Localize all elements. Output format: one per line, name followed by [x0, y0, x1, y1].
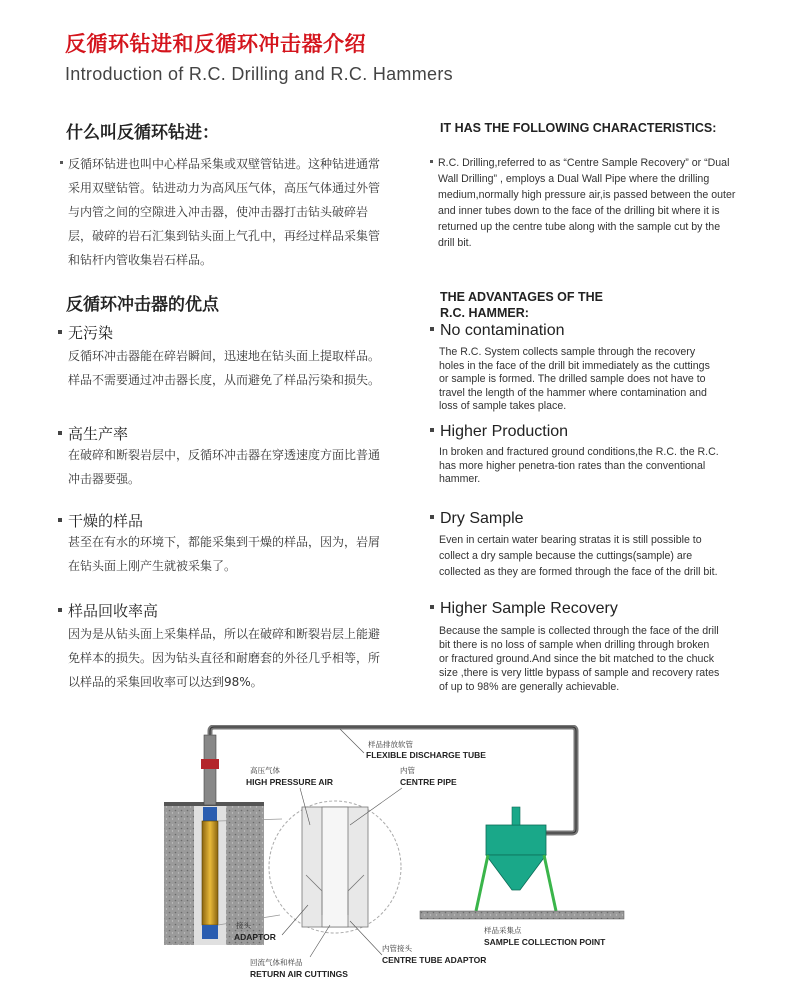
label-centre-adaptor-cn: 内管接头 — [382, 944, 412, 953]
text-line: 样品不需要通过冲击器长度，从而避免了样品污染和损失。 — [68, 373, 381, 387]
advantage-title-en — [430, 322, 565, 340]
text-line: 免样本的损失。因为钻头直径和耐磨套的外径几乎相等，所 — [68, 651, 381, 665]
text-line: collect a dry sample because the cuttings(sample) are — [439, 550, 693, 562]
leader-line — [340, 729, 364, 753]
heading-line: R.C. HAMMER: — [440, 306, 529, 320]
text: 高生产率 — [68, 425, 129, 443]
text-line: 采用双壁钻管。钻进动力为高风压气体，高压气体通过外管 — [68, 181, 381, 195]
text-line: In broken and fractured ground conditions,the R.C. the R.C. — [439, 446, 719, 458]
text-line: travel the length of the hammer where contamination and — [439, 386, 707, 399]
text-line: Wall Drilling” , employs a Dual Wall Pipe where the drilling — [438, 173, 710, 185]
label-collection-cn: 样品采集点 — [484, 926, 522, 935]
advantage-body-cn — [68, 622, 408, 694]
drill-pipe — [204, 735, 216, 805]
text: 无污染 — [68, 324, 114, 342]
text-line: holes in the face of the drill bit immediately as the cuttings — [439, 359, 710, 372]
advantage-title-cn — [58, 510, 143, 531]
text: 样品回收率高 — [68, 602, 159, 620]
text-line: 反循环钻进也叫中心样品采集或双壁管钻进。这种钻进通常 — [68, 157, 381, 171]
advantage-body-en — [439, 624, 769, 694]
bullet-icon — [430, 428, 434, 432]
text-line: 在钻头面上刚产生就被采集了。 — [68, 559, 237, 573]
inner-tube-section — [322, 807, 348, 927]
section1-heading-en: IT HAS THE FOLLOWING CHARACTERISTICS: — [440, 121, 717, 135]
label-discharge-en: FLEXIBLE DISCHARGE TUBE — [366, 750, 486, 760]
text-line: size ,there is very little bypass of sample and recovery rates — [439, 667, 720, 679]
collector-cap — [512, 807, 520, 825]
hammer-body — [202, 821, 218, 925]
text-line: 以样品的采集回收率可以达到98%。 — [68, 675, 263, 689]
text-line: 层，破碎的岩石汇集到钻头面上气孔中，再经过样品采集管 — [68, 229, 381, 243]
advantage-title-en — [430, 510, 524, 528]
advantage-body-cn — [68, 530, 408, 578]
text-line: 冲击器要强。 — [68, 472, 141, 486]
collector-hopper — [486, 855, 546, 890]
label-collection-en: SAMPLE COLLECTION POINT — [484, 937, 606, 947]
text-line: The R.C. System collects sample through the recovery — [439, 346, 696, 358]
page-title-en: Introduction of R.C. Drilling and R.C. Hammers — [65, 64, 453, 84]
section1-body-cn — [60, 152, 410, 272]
section1-heading-cn: 什么叫反循环钻进： — [66, 123, 219, 143]
collection-ground — [420, 911, 624, 919]
bullet-icon — [430, 327, 434, 331]
text-line: drill bit. — [438, 237, 472, 249]
text-line: Because the sample is collected through the face of the drill — [439, 625, 719, 637]
advantage-body-en — [439, 532, 769, 580]
heading-line: THE ADVANTAGES OF THE — [440, 290, 603, 304]
advantage-body-en — [439, 346, 759, 414]
text-line: bit there is no loss of sample when drilling through broken — [439, 639, 710, 651]
text-line: and inner tubes down to the face of the drilling bit where it is — [438, 205, 720, 217]
text-line: Even in certain water bearing stratas it is still possible to — [439, 534, 702, 546]
text-line: or sample is formed. The drilled sample does not have to — [439, 373, 706, 386]
text-line: 在破碎和断裂岩层中，反循环冲击器在穿透速度方面比普通 — [68, 448, 381, 462]
text-line: collected as they are formed through the face of the drill bit. — [439, 566, 718, 578]
text-line: 反循环冲击器能在碎岩瞬间，迅速地在钻头面上提取样品。 — [68, 349, 381, 363]
section1-body-en — [430, 155, 770, 251]
drill-bit — [202, 925, 218, 939]
label-air-en: HIGH PRESSURE AIR — [246, 777, 334, 787]
section2-heading-en — [440, 289, 603, 321]
text-line: R.C. Drilling,referred to as “Centre Sample Recovery” or “Dual — [438, 157, 730, 169]
text: 干燥的样品 — [68, 512, 144, 530]
bullet-icon — [60, 161, 63, 164]
collector-leg — [476, 855, 488, 911]
bullet-icon — [430, 515, 434, 519]
text-line: medium,normally high pressure air,is passed between the outer — [438, 189, 736, 201]
advantage-title-en — [430, 600, 618, 618]
label-centre-pipe-en: CENTRE PIPE — [400, 777, 457, 787]
text-line: of up to 98% are generally achievable. — [439, 681, 620, 693]
bullet-icon — [58, 330, 62, 334]
hammer-top — [203, 807, 217, 821]
bullet-icon — [58, 518, 62, 522]
text: Higher Sample Recovery — [440, 600, 618, 617]
text: No contamination — [440, 322, 565, 339]
advantage-body-en — [439, 446, 759, 487]
bullet-icon — [430, 160, 433, 163]
collector-bin — [486, 825, 546, 855]
text-line: hammer. — [439, 473, 481, 486]
bullet-icon — [58, 431, 62, 435]
text-line: 因为是从钻头面上采集样品，所以在破碎和断裂岩层上能避 — [68, 627, 381, 641]
text-line: loss of sample takes place. — [439, 400, 567, 413]
label-return-en: RETURN AIR CUTTINGS — [250, 969, 348, 979]
label-adaptor-cn: 接头 — [236, 921, 251, 930]
collector-leg — [544, 855, 556, 911]
label-centre-adaptor-en: CENTRE TUBE ADAPTOR — [382, 955, 487, 965]
text: Dry Sample — [440, 510, 524, 527]
label-centre-pipe-cn: 内管 — [400, 766, 415, 775]
advantage-title-cn — [58, 600, 158, 621]
text-line: 与内管之间的空隙进入冲击器，使冲击器打击钻头破碎岩 — [68, 205, 369, 219]
label-return-cn: 回流气体和样品 — [250, 958, 303, 967]
text: Higher Production — [440, 423, 569, 440]
section2-heading-cn: 反循环冲击器的优点 — [66, 295, 219, 315]
bullet-icon — [430, 605, 434, 609]
bullet-icon — [58, 608, 62, 612]
text-line: has more higher penetra-tion rates than the conventional — [439, 459, 706, 472]
text-line: returned up the centre tube along with the sample cut by the — [438, 221, 721, 233]
advantage-title-en — [430, 423, 568, 441]
text-line: 和钻杆内管收集岩石样品。 — [68, 253, 213, 267]
page-title-cn: 反循环钻进和反循环冲击器介绍 — [65, 32, 366, 56]
top-valve — [201, 759, 219, 769]
text-line: or fractured ground.And since the bit matched to the chuck — [439, 653, 715, 665]
label-air-cn: 高压气体 — [250, 766, 280, 775]
rc-drilling-diagram — [150, 725, 640, 987]
advantage-title-cn — [58, 322, 113, 343]
label-discharge-cn: 样品排放软管 — [368, 740, 413, 749]
advantage-body-cn — [68, 344, 408, 392]
text-line: 甚至在有水的环境下，都能采集到干燥的样品，因为，岩屑 — [68, 535, 381, 549]
label-adaptor-en: ADAPTOR — [234, 932, 276, 942]
advantage-title-cn — [58, 423, 128, 444]
advantage-body-cn — [68, 443, 408, 491]
